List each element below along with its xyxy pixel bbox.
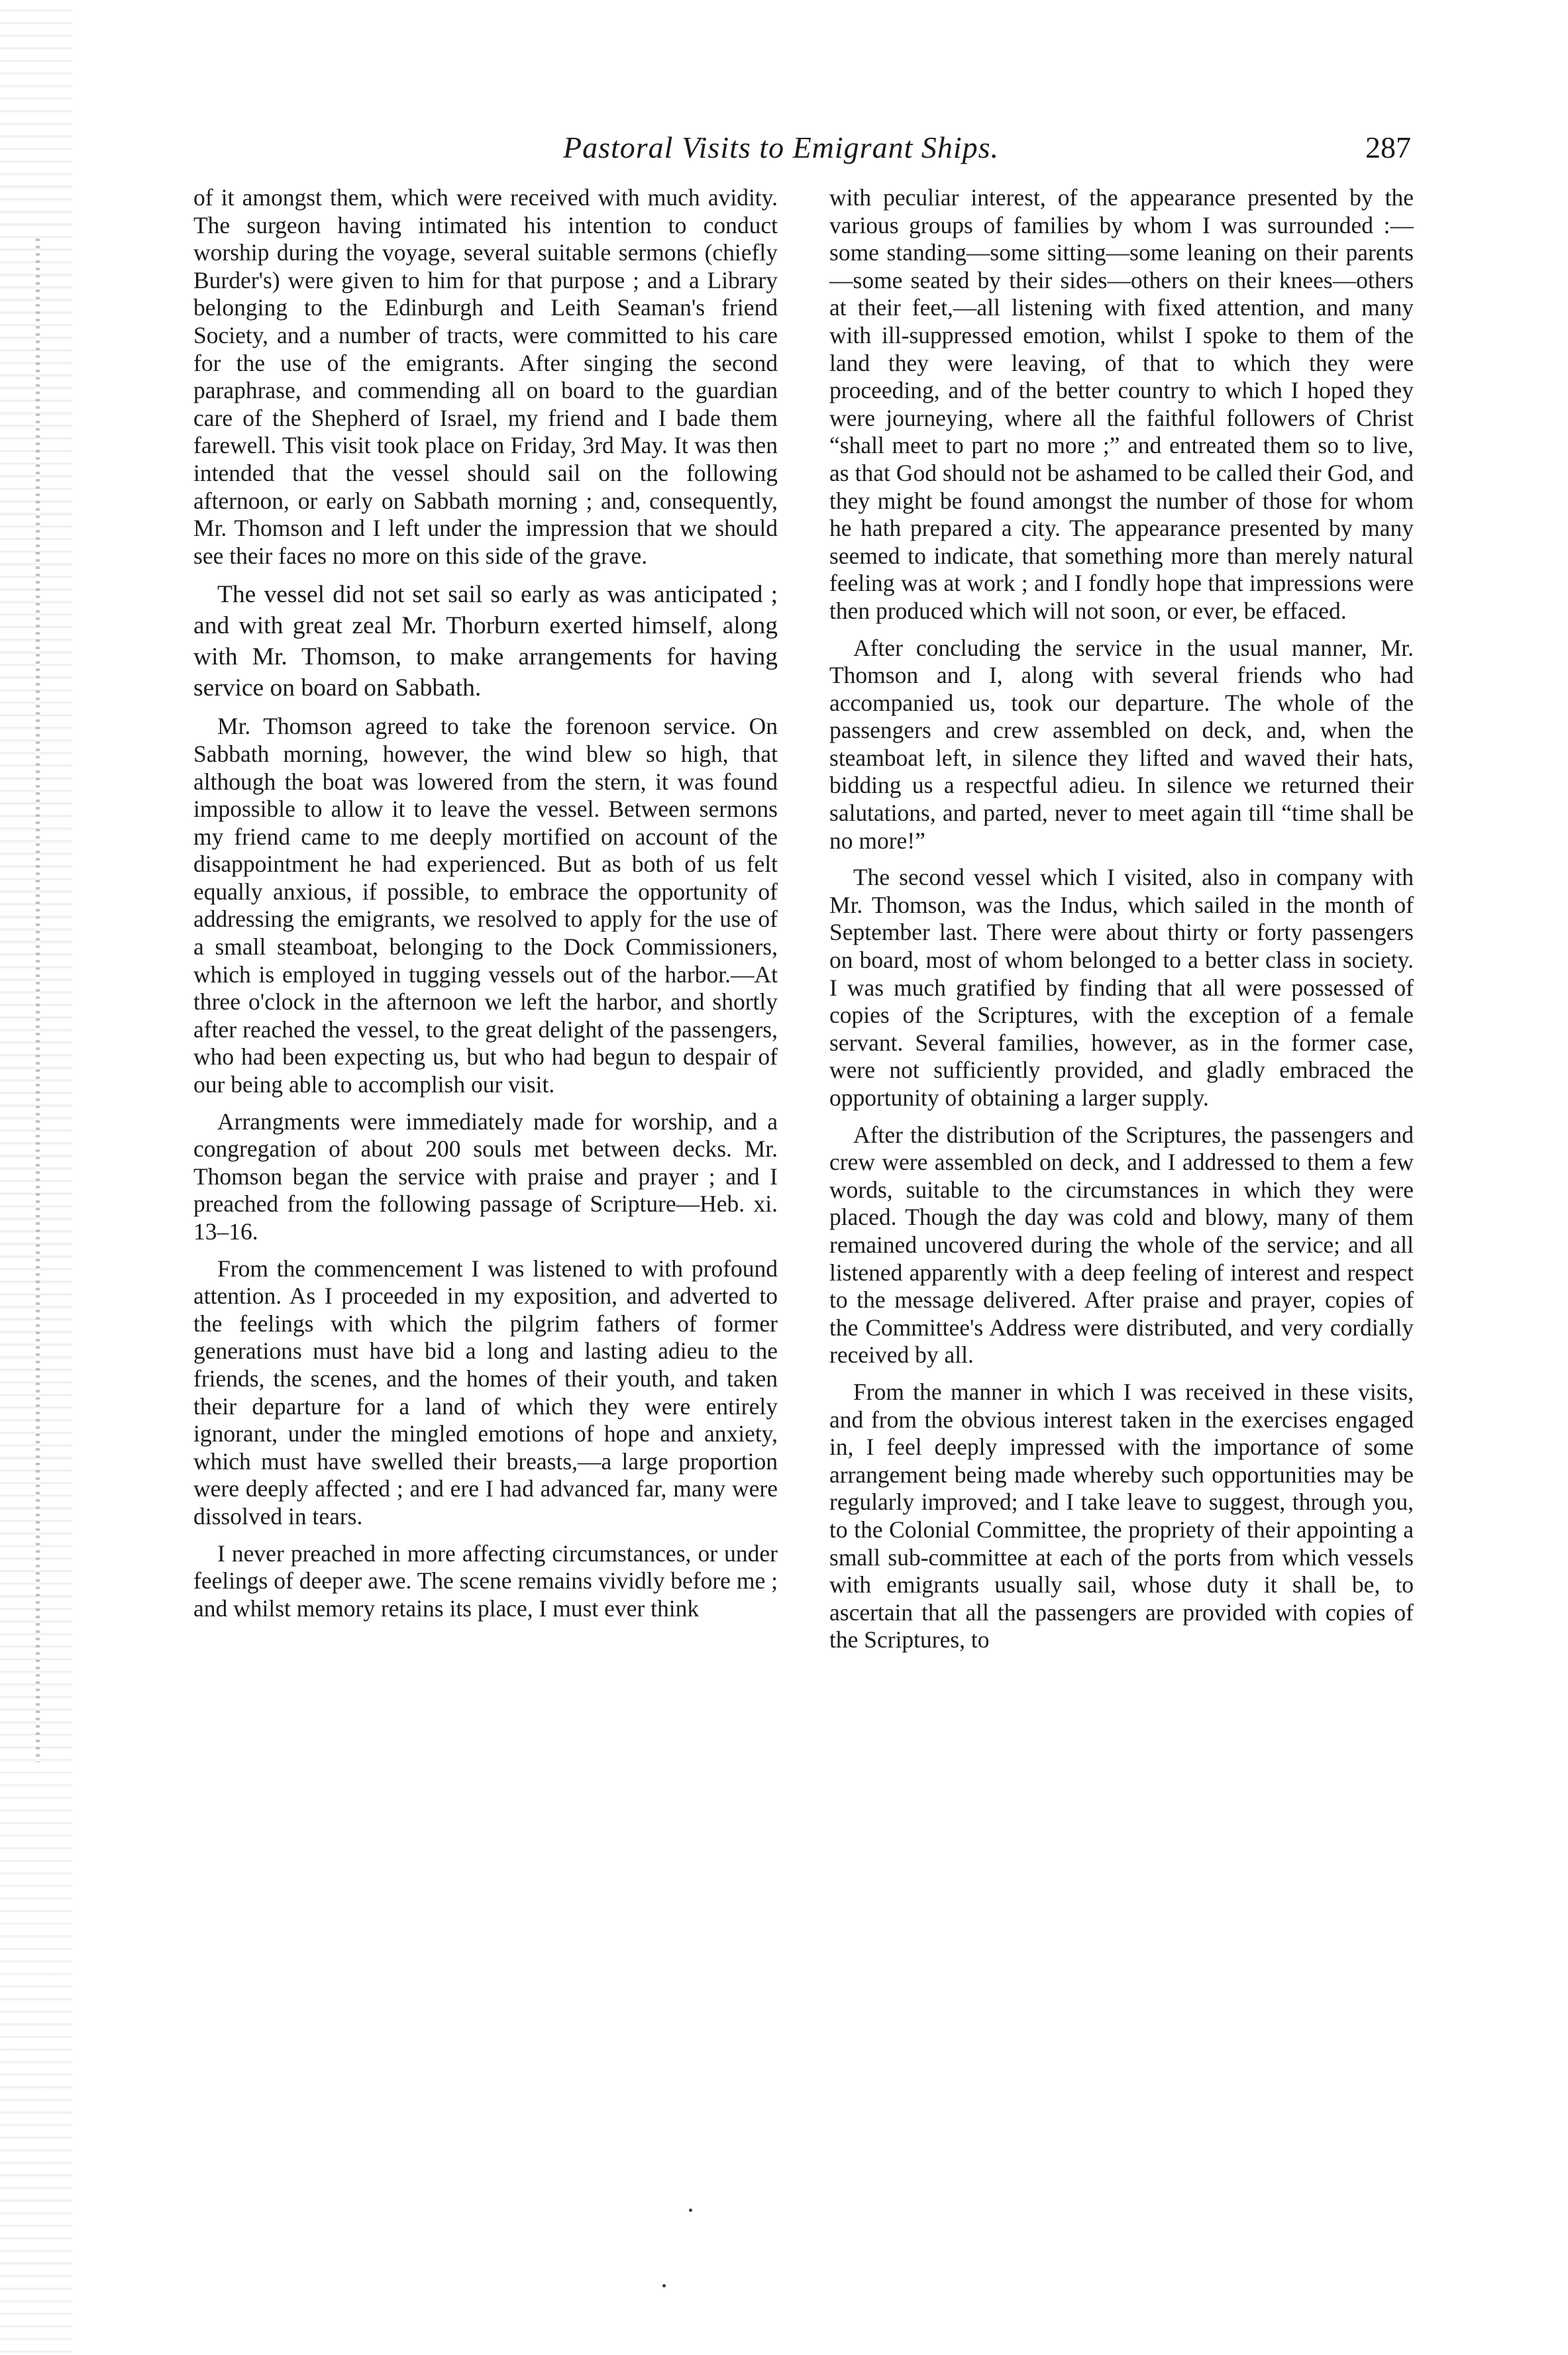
paragraph: From the commencement I was listened to with profound attention. As I proceeded in my exposition, and adverted to the feelings with which the pilgrim fathers of former generations must have bid a long and lasting adieu to the friends, the scenes, and the homes of their youth, and taken their departure for a land of which they were entirely ignorant, under the mingled emotions of hope and anxiety, which must have swelled their breasts,—a large proportion were deeply affected ; and ere I had advanced far, many were dissolved in tears.: [193, 1255, 778, 1530]
paragraph: Arrangments were immediately made for worship, and a congregation of about 200 souls met between decks. Mr. Thomson began the service with praise and prayer ; and I preached from the following passage of Scripture—Heb. xi. 13–16.: [193, 1108, 778, 1245]
paragraph: I never preached in more affecting circumstances, or under feelings of deeper awe. The scene remains vividly before me ; and whilst memory retains its place, I must ever think: [193, 1540, 778, 1622]
running-title: Pastoral Visits to Emigrant Ships.: [563, 131, 1000, 164]
paragraph: with peculiar interest, of the appearance presented by the various groups of families by whom I was surrounded :—some standing—some sitting—some leaning on their parents—some seated by their sides—others on their knees—others at their feet,—all listening with fixed attention, and many with ill-suppressed emotion, whilst I spoke to them of the land they were leaving, of that to which they were proceeding, and of the better country to which I hoped they were journeying, where all the faithful followers of Christ “shall meet to part no more ;” and entreated them so to live, as that God should not be ashamed to be called their God, and they might be found amongst the number of those for whom he hath prepared a city. The appearance presented by many seemed to indicate, that something more than merely natural feeling was at work ; and I fondly hope that impressions were then produced which will not soon, or ever, be effaced.: [829, 184, 1414, 624]
right-column: [829, 184, 1414, 1654]
ink-speck: [662, 2284, 666, 2287]
paragraph: Mr. Thomson agreed to take the forenoon service. On Sabbath morning, however, the wind blew so high, that although the boat was lowered from the stern, it was found impossible to allow it to leave the vessel. Between sermons my friend came to me deeply mortified on account of the disappointment he had experienced. But as both of us felt equally anxious, if possible, to embrace the opportunity of addressing the emigrants, we resolved to apply for the use of a small steamboat, belonging to the Dock Commissioners, which is employed in tugging vessels out of the harbor.—At three o'clock in the afternoon we left the harbor, and shortly after reached the vessel, to the great delight of the passengers, who had been expecting us, but who had begun to despair of our being able to accomplish our visit.: [193, 713, 778, 1098]
binding-edge-shadow: [0, 0, 73, 2355]
paragraph: of it amongst them, which were received with much avidity. The surgeon having intimated his intention to conduct worship during the voyage, several suitable sermons (chiefly Burder's) were given to him for that purpose ; and a Library belonging to the Edinburgh and Leith Seaman's friend Society, and a number of tracts, were committed to his care for the use of the emigrants. After singing the second paraphrase, and commending all on board to the guardian care of the Shepherd of Israel, my friend and I bade them farewell. This visit took place on Friday, 3rd May. It was then intended that the vessel should sail on the following afternoon, or early on Sabbath morning ; and, consequently, Mr. Thomson and I left under the impression that we should see their faces no more on this side of the grave.: [193, 184, 778, 569]
paragraph: The vessel did not set sail so early as was anticipated ; and with great zeal Mr. Thorburn exerted himself, along with Mr. Thomson, to make arrangements for having service on board on Sabbath.: [193, 581, 778, 702]
paragraph: After the distribution of the Scriptures, the passengers and crew were assembled on deck, and I addressed to them a few words, suitable to the circumstances in which they were placed. Though the day was cold and blowy, many of them remained uncovered during the whole of the service; and all listened apparently with a deep feeling of interest and respect to the message delivered. After praise and prayer, copies of the Committee's Address were distributed, and very cordially received by all.: [829, 1121, 1414, 1369]
paragraph: The second vessel which I visited, also in company with Mr. Thomson, was the Indus, which sailed in the month of September last. There were about thirty or forty passengers on board, most of whom belonged to a better class in society. I was much gratified by finding that all were possessed of copies of the Scriptures, with the exception of a female servant. Several families, however, as in the former case, were not sufficiently provided, and gladly embraced the opportunity of obtaining a larger supply.: [829, 864, 1414, 1111]
running-head: [192, 130, 1411, 176]
page-number: 287: [1365, 131, 1411, 164]
ink-speck: [689, 2209, 692, 2212]
text-columns: [193, 184, 1414, 1654]
left-column: [193, 184, 778, 1654]
paragraph: From the manner in which I was received in these visits, and from the obvious interest taken in the exercises engaged in, I feel deeply impressed with the importance of some arrangement being made whereby such opportunities may be regularly improved; and I take leave to suggest, through you, to the Colonial Committee, the propriety of their appointing a small sub-committee at each of the ports from which vessels with emigrants usually sail, whose duty it shall be, to ascertain that all the passengers are provided with copies of the Scriptures, to: [829, 1378, 1414, 1653]
paragraph: After concluding the service in the usual manner, Mr. Thomson and I, along with several friends who had accompanied us, took our departure. The whole of the passengers and crew assembled on deck, and, when the steamboat left, in silence they lifted and waved their hats, bidding us a respectful adieu. In silence we returned their salutations, and parted, never to meet again till “time shall be no more!”: [829, 634, 1414, 854]
